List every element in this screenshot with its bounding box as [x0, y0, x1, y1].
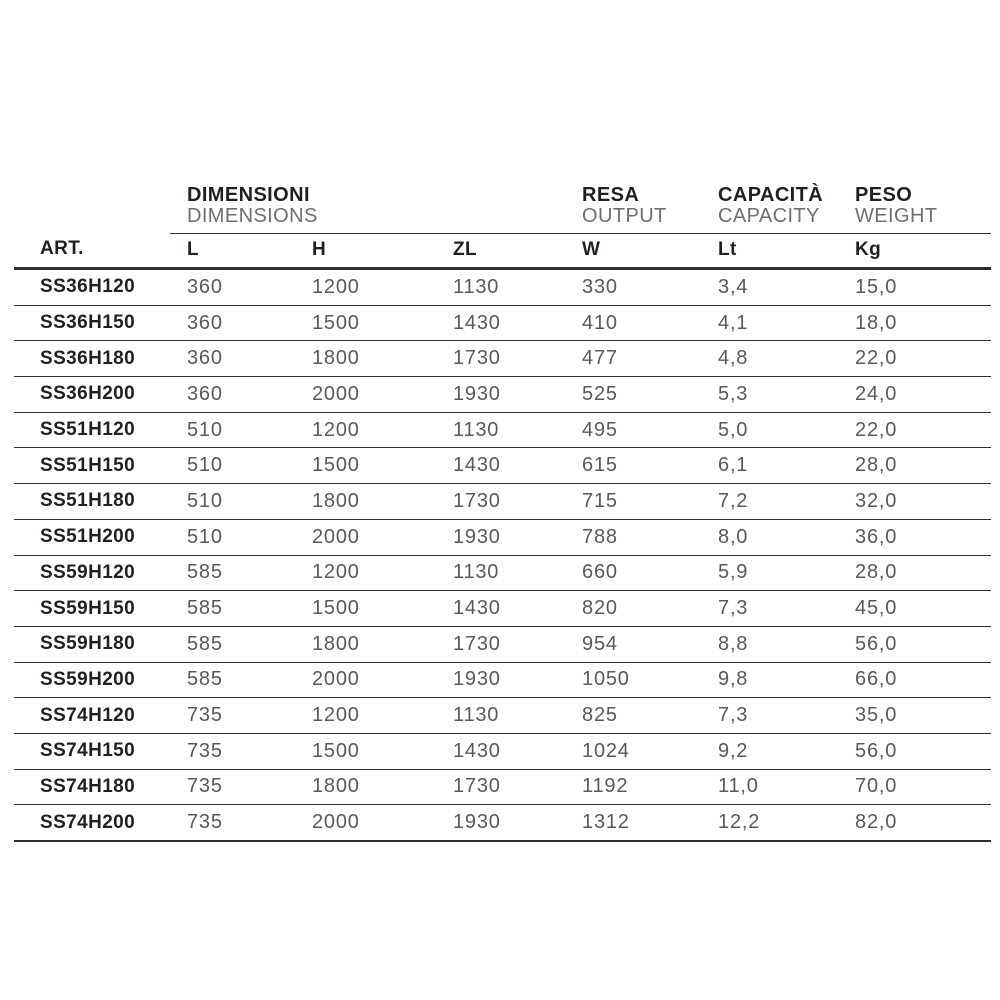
- value-cell: 22,0: [838, 341, 991, 377]
- value-cell: 7,2: [701, 484, 838, 520]
- table-row: [14, 555, 991, 591]
- value-cell: 82,0: [838, 805, 991, 841]
- group-header-row: [14, 170, 991, 234]
- value-cell: 735: [170, 805, 295, 841]
- table-row: [14, 519, 991, 555]
- group-capacity: [701, 170, 838, 234]
- table-row: [14, 484, 991, 520]
- value-cell: 360: [170, 269, 295, 306]
- group-dimensions-label-it: DIMENSIONI: [187, 184, 310, 206]
- column-header-art: ART.: [14, 234, 170, 269]
- value-cell: 1192: [565, 769, 701, 805]
- value-cell: 24,0: [838, 377, 991, 413]
- value-cell: 2000: [295, 662, 436, 698]
- value-cell: 2000: [295, 377, 436, 413]
- group-output: [565, 170, 701, 234]
- value-cell: 70,0: [838, 769, 991, 805]
- value-cell: 1130: [436, 555, 565, 591]
- value-cell: 1430: [436, 305, 565, 341]
- value-cell: 36,0: [838, 519, 991, 555]
- value-cell: 1730: [436, 626, 565, 662]
- value-cell: 1800: [295, 769, 436, 805]
- value-cell: 7,3: [701, 591, 838, 627]
- art-cell: SS51H200: [14, 519, 170, 555]
- value-cell: 1930: [436, 377, 565, 413]
- value-cell: 1130: [436, 412, 565, 448]
- table-row: [14, 733, 991, 769]
- value-cell: 56,0: [838, 626, 991, 662]
- value-cell: 360: [170, 341, 295, 377]
- value-cell: 1130: [436, 698, 565, 734]
- column-header-row: [14, 234, 991, 269]
- value-cell: 1430: [436, 591, 565, 627]
- table-row: [14, 698, 991, 734]
- value-cell: 1930: [436, 662, 565, 698]
- table-row: [14, 305, 991, 341]
- value-cell: 1500: [295, 448, 436, 484]
- group-output-label-en: OUTPUT: [582, 205, 667, 227]
- table-row: [14, 662, 991, 698]
- value-cell: 615: [565, 448, 701, 484]
- value-cell: 585: [170, 626, 295, 662]
- art-cell: SS51H180: [14, 484, 170, 520]
- value-cell: 1930: [436, 519, 565, 555]
- group-dimensions: [170, 170, 565, 234]
- value-cell: 1930: [436, 805, 565, 841]
- value-cell: 4,1: [701, 305, 838, 341]
- art-cell: SS36H120: [14, 269, 170, 306]
- value-cell: 510: [170, 484, 295, 520]
- table-row: [14, 412, 991, 448]
- table-header: [14, 170, 991, 269]
- value-cell: 5,3: [701, 377, 838, 413]
- art-cell: SS36H200: [14, 377, 170, 413]
- column-header-zl: ZL: [436, 234, 565, 269]
- column-header-kg: Kg: [838, 234, 991, 269]
- value-cell: 18,0: [838, 305, 991, 341]
- value-cell: 735: [170, 769, 295, 805]
- art-cell: SS74H200: [14, 805, 170, 841]
- column-header-lt: Lt: [701, 234, 838, 269]
- value-cell: 6,1: [701, 448, 838, 484]
- group-weight: [838, 170, 991, 234]
- value-cell: 8,8: [701, 626, 838, 662]
- value-cell: 660: [565, 555, 701, 591]
- value-cell: 28,0: [838, 555, 991, 591]
- value-cell: 1312: [565, 805, 701, 841]
- value-cell: 5,0: [701, 412, 838, 448]
- column-header-l: L: [170, 234, 295, 269]
- value-cell: 15,0: [838, 269, 991, 306]
- group-weight-label-it: PESO: [855, 184, 913, 206]
- value-cell: 22,0: [838, 412, 991, 448]
- value-cell: 1024: [565, 733, 701, 769]
- table-row: [14, 269, 991, 306]
- table-row: [14, 626, 991, 662]
- art-cell: SS74H150: [14, 733, 170, 769]
- value-cell: 66,0: [838, 662, 991, 698]
- value-cell: 1800: [295, 626, 436, 662]
- table-row: [14, 805, 991, 841]
- column-header-h: H: [295, 234, 436, 269]
- value-cell: 585: [170, 662, 295, 698]
- value-cell: 1500: [295, 733, 436, 769]
- table-row: [14, 448, 991, 484]
- value-cell: 45,0: [838, 591, 991, 627]
- value-cell: 825: [565, 698, 701, 734]
- value-cell: 330: [565, 269, 701, 306]
- value-cell: 2000: [295, 805, 436, 841]
- art-cell: SS59H180: [14, 626, 170, 662]
- value-cell: 9,8: [701, 662, 838, 698]
- value-cell: 735: [170, 698, 295, 734]
- value-cell: 32,0: [838, 484, 991, 520]
- value-cell: 1200: [295, 269, 436, 306]
- group-weight-label-en: WEIGHT: [855, 205, 938, 227]
- product-spec-table: [14, 170, 991, 842]
- value-cell: 820: [565, 591, 701, 627]
- value-cell: 28,0: [838, 448, 991, 484]
- art-cell: SS36H180: [14, 341, 170, 377]
- value-cell: 1430: [436, 733, 565, 769]
- value-cell: 3,4: [701, 269, 838, 306]
- value-cell: 1130: [436, 269, 565, 306]
- art-cell: SS74H180: [14, 769, 170, 805]
- group-capacity-label-it: CAPACITÀ: [718, 184, 824, 206]
- group-output-label-it: RESA: [582, 184, 640, 206]
- value-cell: 1800: [295, 484, 436, 520]
- column-header-w: W: [565, 234, 701, 269]
- art-cell: SS51H120: [14, 412, 170, 448]
- table-row: [14, 377, 991, 413]
- table-row: [14, 341, 991, 377]
- value-cell: 2000: [295, 519, 436, 555]
- table-row: [14, 769, 991, 805]
- value-cell: 1200: [295, 555, 436, 591]
- value-cell: 56,0: [838, 733, 991, 769]
- value-cell: 788: [565, 519, 701, 555]
- value-cell: 35,0: [838, 698, 991, 734]
- value-cell: 510: [170, 448, 295, 484]
- art-cell: SS59H150: [14, 591, 170, 627]
- table-body: [14, 269, 991, 842]
- value-cell: 525: [565, 377, 701, 413]
- group-capacity-label-en: CAPACITY: [718, 205, 820, 227]
- value-cell: 1050: [565, 662, 701, 698]
- value-cell: 954: [565, 626, 701, 662]
- value-cell: 1730: [436, 769, 565, 805]
- value-cell: 1500: [295, 305, 436, 341]
- value-cell: 1500: [295, 591, 436, 627]
- table-row: [14, 591, 991, 627]
- value-cell: 8,0: [701, 519, 838, 555]
- value-cell: 1200: [295, 698, 436, 734]
- art-cell: SS74H120: [14, 698, 170, 734]
- art-column-spacer: [14, 170, 170, 234]
- value-cell: 510: [170, 519, 295, 555]
- value-cell: 495: [565, 412, 701, 448]
- group-dimensions-label-en: DIMENSIONS: [187, 205, 318, 227]
- value-cell: 585: [170, 591, 295, 627]
- value-cell: 1730: [436, 484, 565, 520]
- value-cell: 477: [565, 341, 701, 377]
- value-cell: 410: [565, 305, 701, 341]
- value-cell: 5,9: [701, 555, 838, 591]
- value-cell: 7,3: [701, 698, 838, 734]
- value-cell: 9,2: [701, 733, 838, 769]
- value-cell: 585: [170, 555, 295, 591]
- art-cell: SS36H150: [14, 305, 170, 341]
- value-cell: 4,8: [701, 341, 838, 377]
- art-cell: SS59H200: [14, 662, 170, 698]
- art-cell: SS59H120: [14, 555, 170, 591]
- value-cell: 735: [170, 733, 295, 769]
- value-cell: 12,2: [701, 805, 838, 841]
- value-cell: 510: [170, 412, 295, 448]
- value-cell: 360: [170, 305, 295, 341]
- value-cell: 1430: [436, 448, 565, 484]
- value-cell: 1730: [436, 341, 565, 377]
- value-cell: 715: [565, 484, 701, 520]
- value-cell: 1800: [295, 341, 436, 377]
- value-cell: 1200: [295, 412, 436, 448]
- value-cell: 11,0: [701, 769, 838, 805]
- art-cell: SS51H150: [14, 448, 170, 484]
- value-cell: 360: [170, 377, 295, 413]
